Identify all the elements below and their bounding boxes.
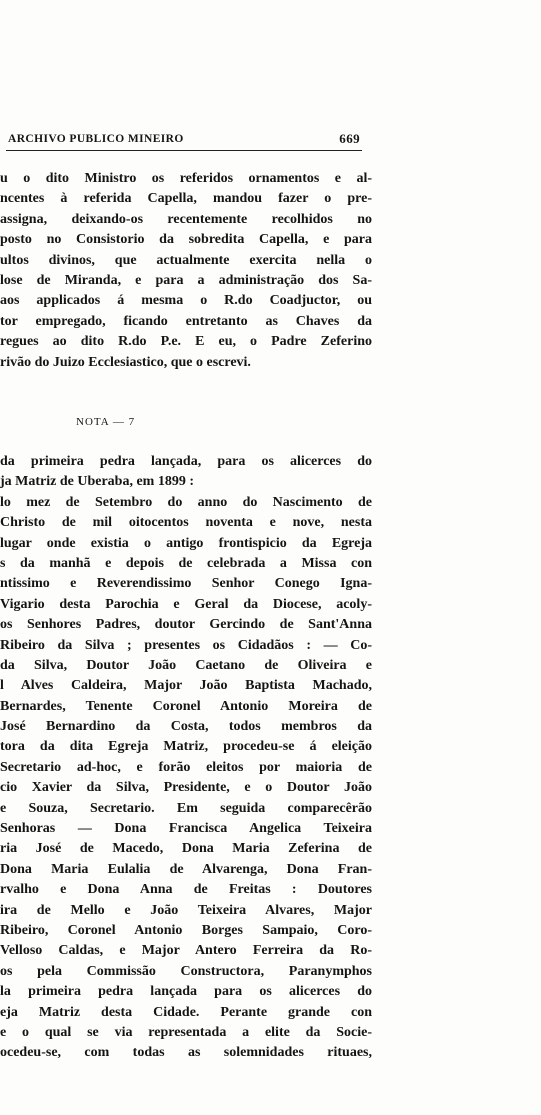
text-line: regues ao dito R.do P.e. E eu, o Padre Zeferino bbox=[0, 334, 372, 350]
text-line: José Bernardino da Costa, todos membros da bbox=[0, 719, 372, 735]
nota-heading: NOTA — 7 bbox=[76, 416, 136, 428]
text-line: Secretario ad-hoc, e forão eleitos por maioria de bbox=[0, 759, 372, 775]
text-line: ira de Mello e João Teixeira Alvares, Major bbox=[0, 902, 372, 918]
text-line: eja Matriz desta Cidade. Perante grande con bbox=[0, 1004, 372, 1020]
text-line: Bernardes, Tenente Coronel Antonio Moreira de bbox=[0, 698, 372, 714]
text-line: e Souza, Secretario. Em seguida comparecêrão bbox=[0, 800, 372, 816]
journal-title: ARCHIVO PUBLICO MINEIRO bbox=[8, 133, 184, 145]
text-line: cio Xavier da Silva, Presidente, e o Doutor João bbox=[0, 780, 372, 796]
header-rule bbox=[6, 150, 362, 151]
text-line: os Senhores Padres, doutor Gercindo de Sant'Anna bbox=[0, 617, 372, 633]
text-line: Vigario desta Parochia e Geral da Diocese, acoly- bbox=[0, 596, 372, 612]
text-line: e o qual se via representada a elite da Socie- bbox=[0, 1024, 372, 1040]
text-line: Velloso Caldas, e Major Antero Ferreira da Ro- bbox=[0, 943, 372, 959]
text-line: lugar onde existia o antigo frontispicio da Egreja bbox=[0, 535, 372, 551]
text-line: la primeira pedra lançada para os alicerces do bbox=[0, 984, 372, 1000]
text-line: da Silva, Doutor João Caetano de Oliveira e bbox=[0, 657, 372, 673]
text-line: da primeira pedra lançada, para os alicerces do bbox=[0, 454, 372, 469]
text-line: rvalho e Dona Anna de Freitas : Doutores bbox=[0, 882, 372, 898]
text-line: u o dito Ministro os referidos ornamentos e al- bbox=[0, 171, 372, 186]
text-line: s da manhã e depois de celebrada a Missa con bbox=[0, 555, 372, 571]
text-line: Dona Maria Eulalia de Alvarenga, Dona Fran- bbox=[0, 861, 372, 877]
text-line: posto no Consistorio da sobredita Capella, e para bbox=[0, 232, 372, 248]
page-number: 669 bbox=[339, 131, 360, 146]
text-line: Ribeiro, Coronel Antonio Borges Sampaio, Coro- bbox=[0, 922, 372, 938]
text-line: tora da dita Egreja Matriz, procedeu-se á eleição bbox=[0, 739, 372, 755]
text-line: aos applicados á mesma o R.do Coadjuctor, ou bbox=[0, 293, 372, 309]
text-line: ntissimo e Reverendissimo Senhor Conego Igna- bbox=[0, 576, 372, 592]
text-line: l Alves Caldeira, Major João Baptista Machado, bbox=[0, 678, 372, 694]
text-line: rivão do Juizo Ecclesiastico, que o escrevi. bbox=[0, 354, 251, 370]
text-line: lose de Miranda, e para a administração dos Sa- bbox=[0, 272, 372, 288]
text-line: ria José de Macedo, Dona Maria Zeferina de bbox=[0, 841, 372, 857]
text-line: tor empregado, ficando entretanto as Chaves da bbox=[0, 313, 372, 329]
text-line: Christo de mil oitocentos noventa e nove, nesta bbox=[0, 515, 372, 531]
top-paragraph bbox=[0, 169, 372, 373]
text-line: Ribeiro da Silva ; presentes os Cidadãos : — Co- bbox=[0, 637, 372, 653]
text-line: Senhoras — Dona Francisca Angelica Teixeira bbox=[0, 821, 372, 837]
text-line: ultos divinos, que actualmente exercita nella o bbox=[0, 252, 372, 268]
text-line: ncentes à referida Capella, mandou fazer o pre- bbox=[0, 191, 372, 207]
text-line: assigna, deixando-os recentemente recolhidos no bbox=[0, 211, 372, 227]
text-line: os pela Commissão Constructora, Paranymphos bbox=[0, 963, 372, 979]
text-line: ocedeu-se, com todas as solemnidades rituaes, bbox=[0, 1045, 372, 1061]
nota-paragraph bbox=[0, 452, 372, 1064]
text-line: ja Matriz de Uberaba, em 1899 : bbox=[0, 474, 195, 490]
text-line: lo mez de Setembro do anno do Nascimento de bbox=[0, 494, 372, 510]
